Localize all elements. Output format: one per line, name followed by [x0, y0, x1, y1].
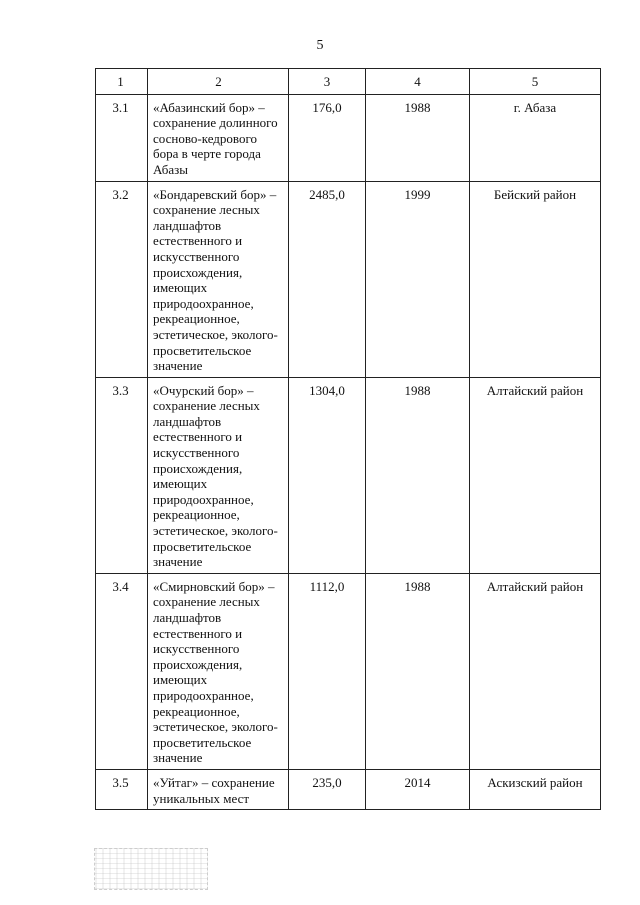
description-line: просветительское [153, 342, 252, 358]
description-line: эстетическое, эколого- [153, 523, 278, 539]
description-line: «Очурский бор» – [153, 382, 254, 398]
description-line: сохранение долинного [153, 115, 278, 131]
description-line: естественного и [153, 233, 243, 249]
row-year: 1988 [366, 94, 470, 181]
column-header-2: 2 [148, 69, 289, 95]
description-line: уникальных мест [153, 790, 250, 806]
row-area: 235,0 [289, 769, 366, 809]
description-line: искусственного [153, 248, 240, 264]
description-line: естественного и [153, 429, 243, 445]
row-year: 1988 [366, 377, 470, 573]
description-line: природоохранное, [153, 491, 254, 507]
description-line: происхождения, [153, 656, 243, 672]
row-location: Аскизский район [470, 769, 601, 809]
row-number: 3.1 [96, 94, 148, 181]
row-area: 176,0 [289, 94, 366, 181]
table-row [96, 181, 601, 377]
description-line: ландшафтов [153, 413, 222, 429]
column-header-4: 4 [366, 69, 470, 95]
row-area: 2485,0 [289, 181, 366, 377]
description-line: имеющих [153, 280, 208, 296]
row-description [148, 181, 289, 377]
description-line: сохранение лесных [153, 202, 260, 218]
description-line: искусственного [153, 445, 240, 461]
description-line: происхождения, [153, 264, 243, 280]
column-header-5: 5 [470, 69, 601, 95]
description-line: значение [153, 358, 203, 374]
description-line: сохранение лесных [153, 594, 260, 610]
row-location: Алтайский район [470, 573, 601, 769]
description-line: значение [153, 554, 203, 570]
row-description [148, 94, 289, 181]
row-location: Алтайский район [470, 377, 601, 573]
column-header-3: 3 [289, 69, 366, 95]
description-line: рекреационное, [153, 507, 240, 523]
description-line: сохранение лесных [153, 398, 260, 414]
column-header-1: 1 [96, 69, 148, 95]
row-location: Бейский район [470, 181, 601, 377]
description-line: природоохранное, [153, 295, 254, 311]
row-number: 3.4 [96, 573, 148, 769]
description-line: имеющих [153, 476, 208, 492]
description-line: сосново-кедрового [153, 130, 257, 146]
description-line: рекреационное, [153, 311, 240, 327]
description-line: рекреационное, [153, 703, 240, 719]
description-line: бора в черте города [153, 146, 261, 162]
description-line: имеющих [153, 672, 208, 688]
row-description [148, 573, 289, 769]
row-year: 1999 [366, 181, 470, 377]
row-number: 3.3 [96, 377, 148, 573]
table-body [96, 94, 601, 810]
table-header-row [96, 69, 601, 95]
description-line: происхождения, [153, 460, 243, 476]
description-line: «Уйтаг» – сохранение [153, 774, 275, 790]
page-number: 5 [316, 38, 324, 53]
table-row [96, 769, 601, 809]
row-number: 3.5 [96, 769, 148, 809]
description-line: значение [153, 750, 203, 766]
description-line: естественного и [153, 625, 243, 641]
description-line: природоохранное, [153, 687, 254, 703]
description-line: эстетическое, эколого- [153, 326, 278, 342]
faint-stamp-image [94, 848, 208, 890]
row-area: 1112,0 [289, 573, 366, 769]
table-row [96, 94, 601, 181]
table-row [96, 377, 601, 573]
description-line: «Смирновский бор» – [153, 578, 275, 594]
row-area: 1304,0 [289, 377, 366, 573]
description-line: Абазы [153, 161, 188, 177]
row-description [148, 769, 289, 809]
row-year: 2014 [366, 769, 470, 809]
description-line: ландшафтов [153, 217, 222, 233]
row-description [148, 377, 289, 573]
description-line: «Абазинский бор» – [153, 99, 265, 115]
description-line: просветительское [153, 538, 252, 554]
row-location: г. Абаза [470, 94, 601, 181]
row-year: 1988 [366, 573, 470, 769]
description-line: просветительское [153, 734, 252, 750]
table-row [96, 573, 601, 769]
description-line: «Бондаревский бор» – [153, 186, 277, 202]
protected-areas-table [95, 68, 601, 810]
description-line: искусственного [153, 641, 240, 657]
description-line: ландшафтов [153, 610, 222, 625]
description-line: эстетическое, эколого- [153, 719, 278, 735]
row-number: 3.2 [96, 181, 148, 377]
